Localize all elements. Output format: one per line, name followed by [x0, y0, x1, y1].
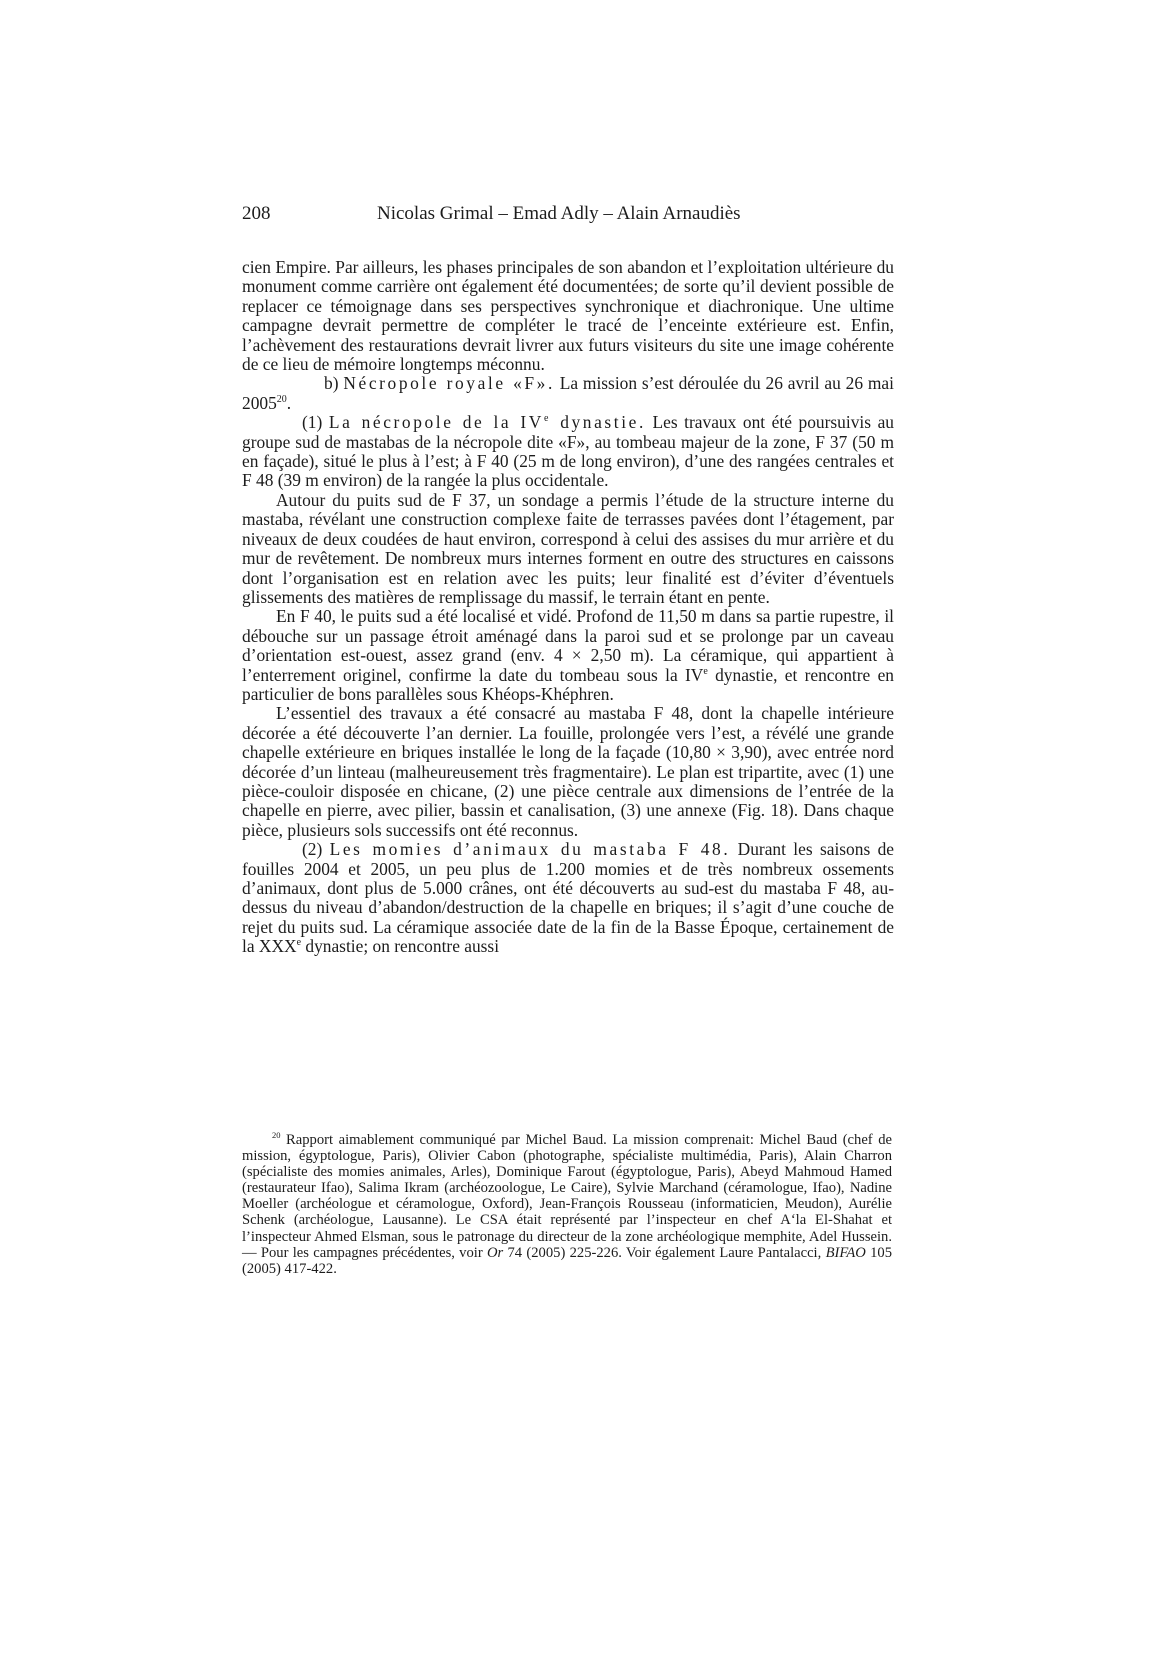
journal-abbreviation: BIFAO [825, 1244, 866, 1261]
paragraph: En F 40, le puits sud a été localisé et vidé. Profond de 11,50 m dans sa partie rupestre, il débouche sur un passage étroit aménagé dans la paroi sud et se prolonge par un caveau d’orientation est-ouest, assez grand (env. 4 × 2,50 m). La céramique, qui appartient à l’enterrement originel, confirme la date du tombeau sous la IVe dynastie, et rencontre en particulier de bons parallèles sous Khéops-Khéphren. [242, 606, 894, 704]
paragraph: L’essentiel des travaux a été consacré au mastaba F 48, dont la chapelle intérieure décorée a été découverte l’an dernier. La fouille, prolongée vers l’est, a révélé une grande chapelle extérieure en briques installée le long de la façade (10,80 × 3,90), avec entrée nord décorée d’un linteau (malheureusement très fragmentaire). Le plan est tripartite, avec (1) une pièce-couloir disposée en chicane, (2) une pièce centrale aux dimensions de l’entrée de la chapelle en pierre, avec pilier, bassin et canalisation, (3) une annexe (Fig. 18). Dans chaque pièce, plusieurs sols successifs ont été reconnus. [242, 703, 894, 840]
section-heading: Nécropole royale «F». [343, 373, 555, 394]
running-title: Nicolas Grimal – Emad Adly – Alain Arnaudiès [377, 203, 741, 224]
footnote-number: 20 [272, 1130, 281, 1141]
subsection-heading: La nécropole de la IVe dynastie. [328, 412, 646, 433]
page-header [242, 202, 902, 226]
paragraph: Autour du puits sud de F 37, un sondage a permis l’étude de la structure interne du mastaba, révélant une construction complexe faite de terrasses pavées dont l’étagement, par niveaux de deux coudées de haut environ, correspond à celui des assises du mur arrière et du mur de revêtement. De nombreux murs internes forment en outre des structures en caissons dont l’organisation est en relation avec les puits; leur finalité est d’éviter d’éventuels glissements des matières de remplissage du massif, le terrain étant en pente. [242, 489, 894, 607]
footnote-ref: 20 [276, 394, 287, 406]
page-number: 208 [242, 203, 271, 224]
footnote [242, 1132, 892, 1277]
subsection-1-paragraph [242, 413, 894, 491]
subsection-label: (1) [302, 412, 323, 433]
journal-abbreviation: Or [487, 1244, 504, 1261]
body-text [242, 258, 894, 957]
section-b-paragraph: b) Nécropole royale «F». La mission s’est déroulée du 26 avril au 26 mai 2005$^{20}$. [242, 373, 894, 413]
section-label: b) [324, 373, 339, 394]
paragraph-text: La mission s’est déroulée du 26 avril au 26 mai 2005 [242, 373, 894, 413]
subsection-label: (2) [302, 839, 323, 860]
paragraph-text: Les travaux ont été poursuivis au groupe sud de mastabas de la nécropole dite «F», au tombeau majeur de la zone, F 37 (50 m en façade), situé le plus à l’est; à F 40 (25 m de long environ), d’une des rangées centrales et F 48 (39 m environ) de la rangée la plus occidentale. [242, 412, 894, 491]
paragraph: cien Empire. Par ailleurs, les phases principales de son abandon et l’exploitation ultérieure du monument comme carrière ont également été documentées; de sorte qu’il devient possible de replacer ce témoignage dans ses perspectives synchronique et diachronique. Une ultime campagne devrait permettre de compléter le tracé de l’enceinte extérieure est. Enfin, l’achèvement des restaurations devrait livrer aux futurs visiteurs du site une image cohérente de ce lieu de mémoire longtemps méconnu. [242, 257, 894, 375]
subsection-heading: Les momies d’animaux du mastaba F 48. [329, 839, 731, 860]
subsection-2-paragraph: (2) Les momies d’animaux du mastaba F 48. Durant les saisons de fouilles 2004 et 2005, un peu plus de 1.200 momies et de très nombreux ossements d’animaux, dont plus de 5.000 crânes, ont été découverts au sud-est du mastaba F 48, au-dessus du niveau d’abandon/destruction de la chapelle en briques; il s’agit d’une couche de rejet du puits sud. La céramique associée date de la fin de la Basse Époque, certainement de la XXXe dynastie; on rencontre aussi [242, 839, 894, 957]
footnote-text: $^{20}$ Rapport aimablement communiqué par Michel Baud. La mission comprenait: Michel Baud (chef de mission, égyptologue, Paris), Olivier Cabon (photographe, spécialiste multimédia, Paris), Alain Charron (spécialiste des momies animales, Arles), Dominique Farout (égyptologue, Paris), Abeyd Mahmoud Hamed (restaurateur Ifao), Salima Ikram (archéozoologue, Le Caire), Sylvie Marchand (céramologue, Ifao), Nadine Moeller (archéologue et céramologue, Oxford), Jean-François Rousseau (informaticien, Meudon), Aurélie Schenk (archéologue, Lausanne). Le CSA était représenté par l’inspecteur en chef A‘la El-Shahat et l’inspecteur Ahmed Elsman, sous le patronage du directeur de la zone archéologique memphite, Adel Hussein. — Pour les campagnes précédentes, voir Or 74 (2005) 225-226. Voir également Laure Pantalacci, BIFAO 105 (2005) 417-422. [242, 1130, 893, 1277]
